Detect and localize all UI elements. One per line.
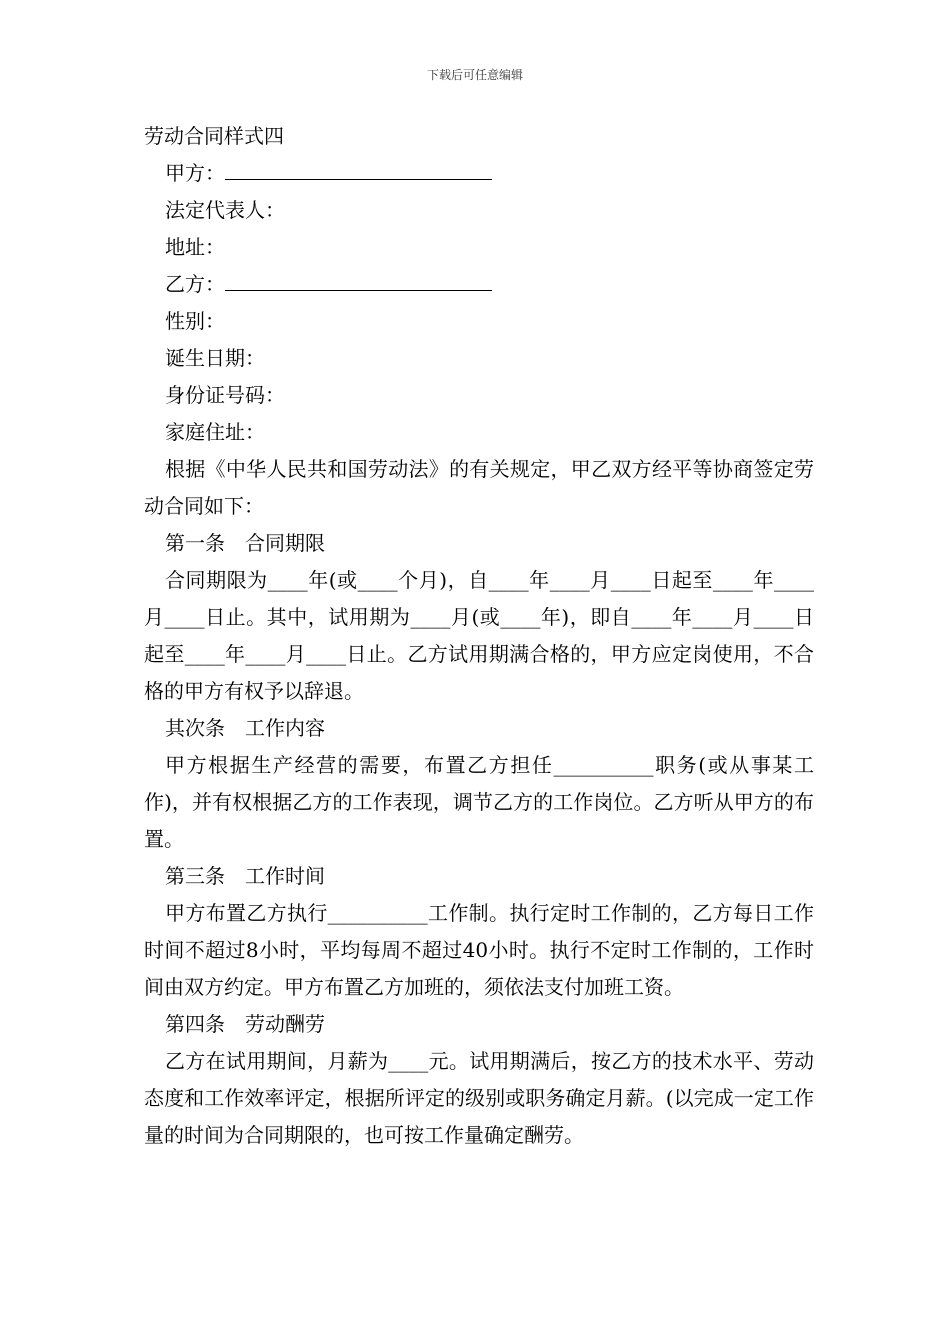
birth-date-label: 诞生日期：: [165, 346, 265, 370]
party-a-blank[interactable]: [225, 158, 492, 180]
home-address-field: [144, 414, 814, 451]
article-3-heading: 第三条 工作时间: [165, 864, 325, 888]
party-a-field: [144, 155, 814, 192]
id-number-label: 身份证号码：: [165, 383, 285, 407]
party-a-label: 甲方：: [165, 161, 225, 185]
legal-rep-label: 法定代表人：: [165, 198, 285, 222]
address-field: [144, 229, 814, 266]
article-1-heading: 第一条 合同期限: [165, 531, 325, 555]
party-b-blank[interactable]: [225, 269, 492, 291]
party-b-field: [144, 266, 814, 303]
gender-field: [144, 303, 814, 340]
document-title: 劳动合同样式四: [144, 124, 284, 148]
id-number-field: [144, 377, 814, 414]
gender-label: 性别：: [165, 309, 225, 333]
article-4-heading: 第四条 劳动酬劳: [165, 1012, 325, 1036]
party-b-label: 乙方：: [165, 272, 225, 296]
intro-paragraph: 根据《中华人民共和国劳动法》的有关规定，甲乙双方经平等协商签定劳动合同如下：: [144, 457, 814, 518]
contract-document: [144, 118, 814, 1154]
article-1-body: 合同期限为____年(或____个月)，自____年____月____日起至____年____月____日止。其中，试用期为____月(或____年)，即自____年____月____日起至____年____月____日止。乙方试用期满合格的，甲方应定岗使用，不合格的甲方有权予以辞退。: [144, 568, 814, 703]
home-address-label: 家庭住址：: [165, 420, 265, 444]
page-header: 下载后可任意编辑: [426, 68, 523, 82]
address-label: 地址：: [165, 235, 225, 259]
article-2-heading: 其次条 工作内容: [165, 716, 325, 740]
birth-date-field: [144, 340, 814, 377]
legal-rep-field: [144, 192, 814, 229]
article-4-body: 乙方在试用期间，月薪为____元。试用期满后，按乙方的技术水平、劳动态度和工作效率评定，根据所评定的级别或职务确定月薪。(以完成一定工作量的时间为合同期限的，也可按工作量确定酬劳。: [144, 1049, 814, 1147]
article-3-body: 甲方布置乙方执行__________工作制。执行定时工作制的，乙方每日工作时间不超过8小时，平均每周不超过40小时。执行不定时工作制的，工作时间由双方约定。甲方布置乙方加班的，须依法支付加班工资。: [144, 901, 814, 999]
article-2-body: 甲方根据生产经营的需要，布置乙方担任__________职务(或从事某工作)，并有权根据乙方的工作表现，调节乙方的工作岗位。乙方听从甲方的布置。: [144, 753, 814, 851]
